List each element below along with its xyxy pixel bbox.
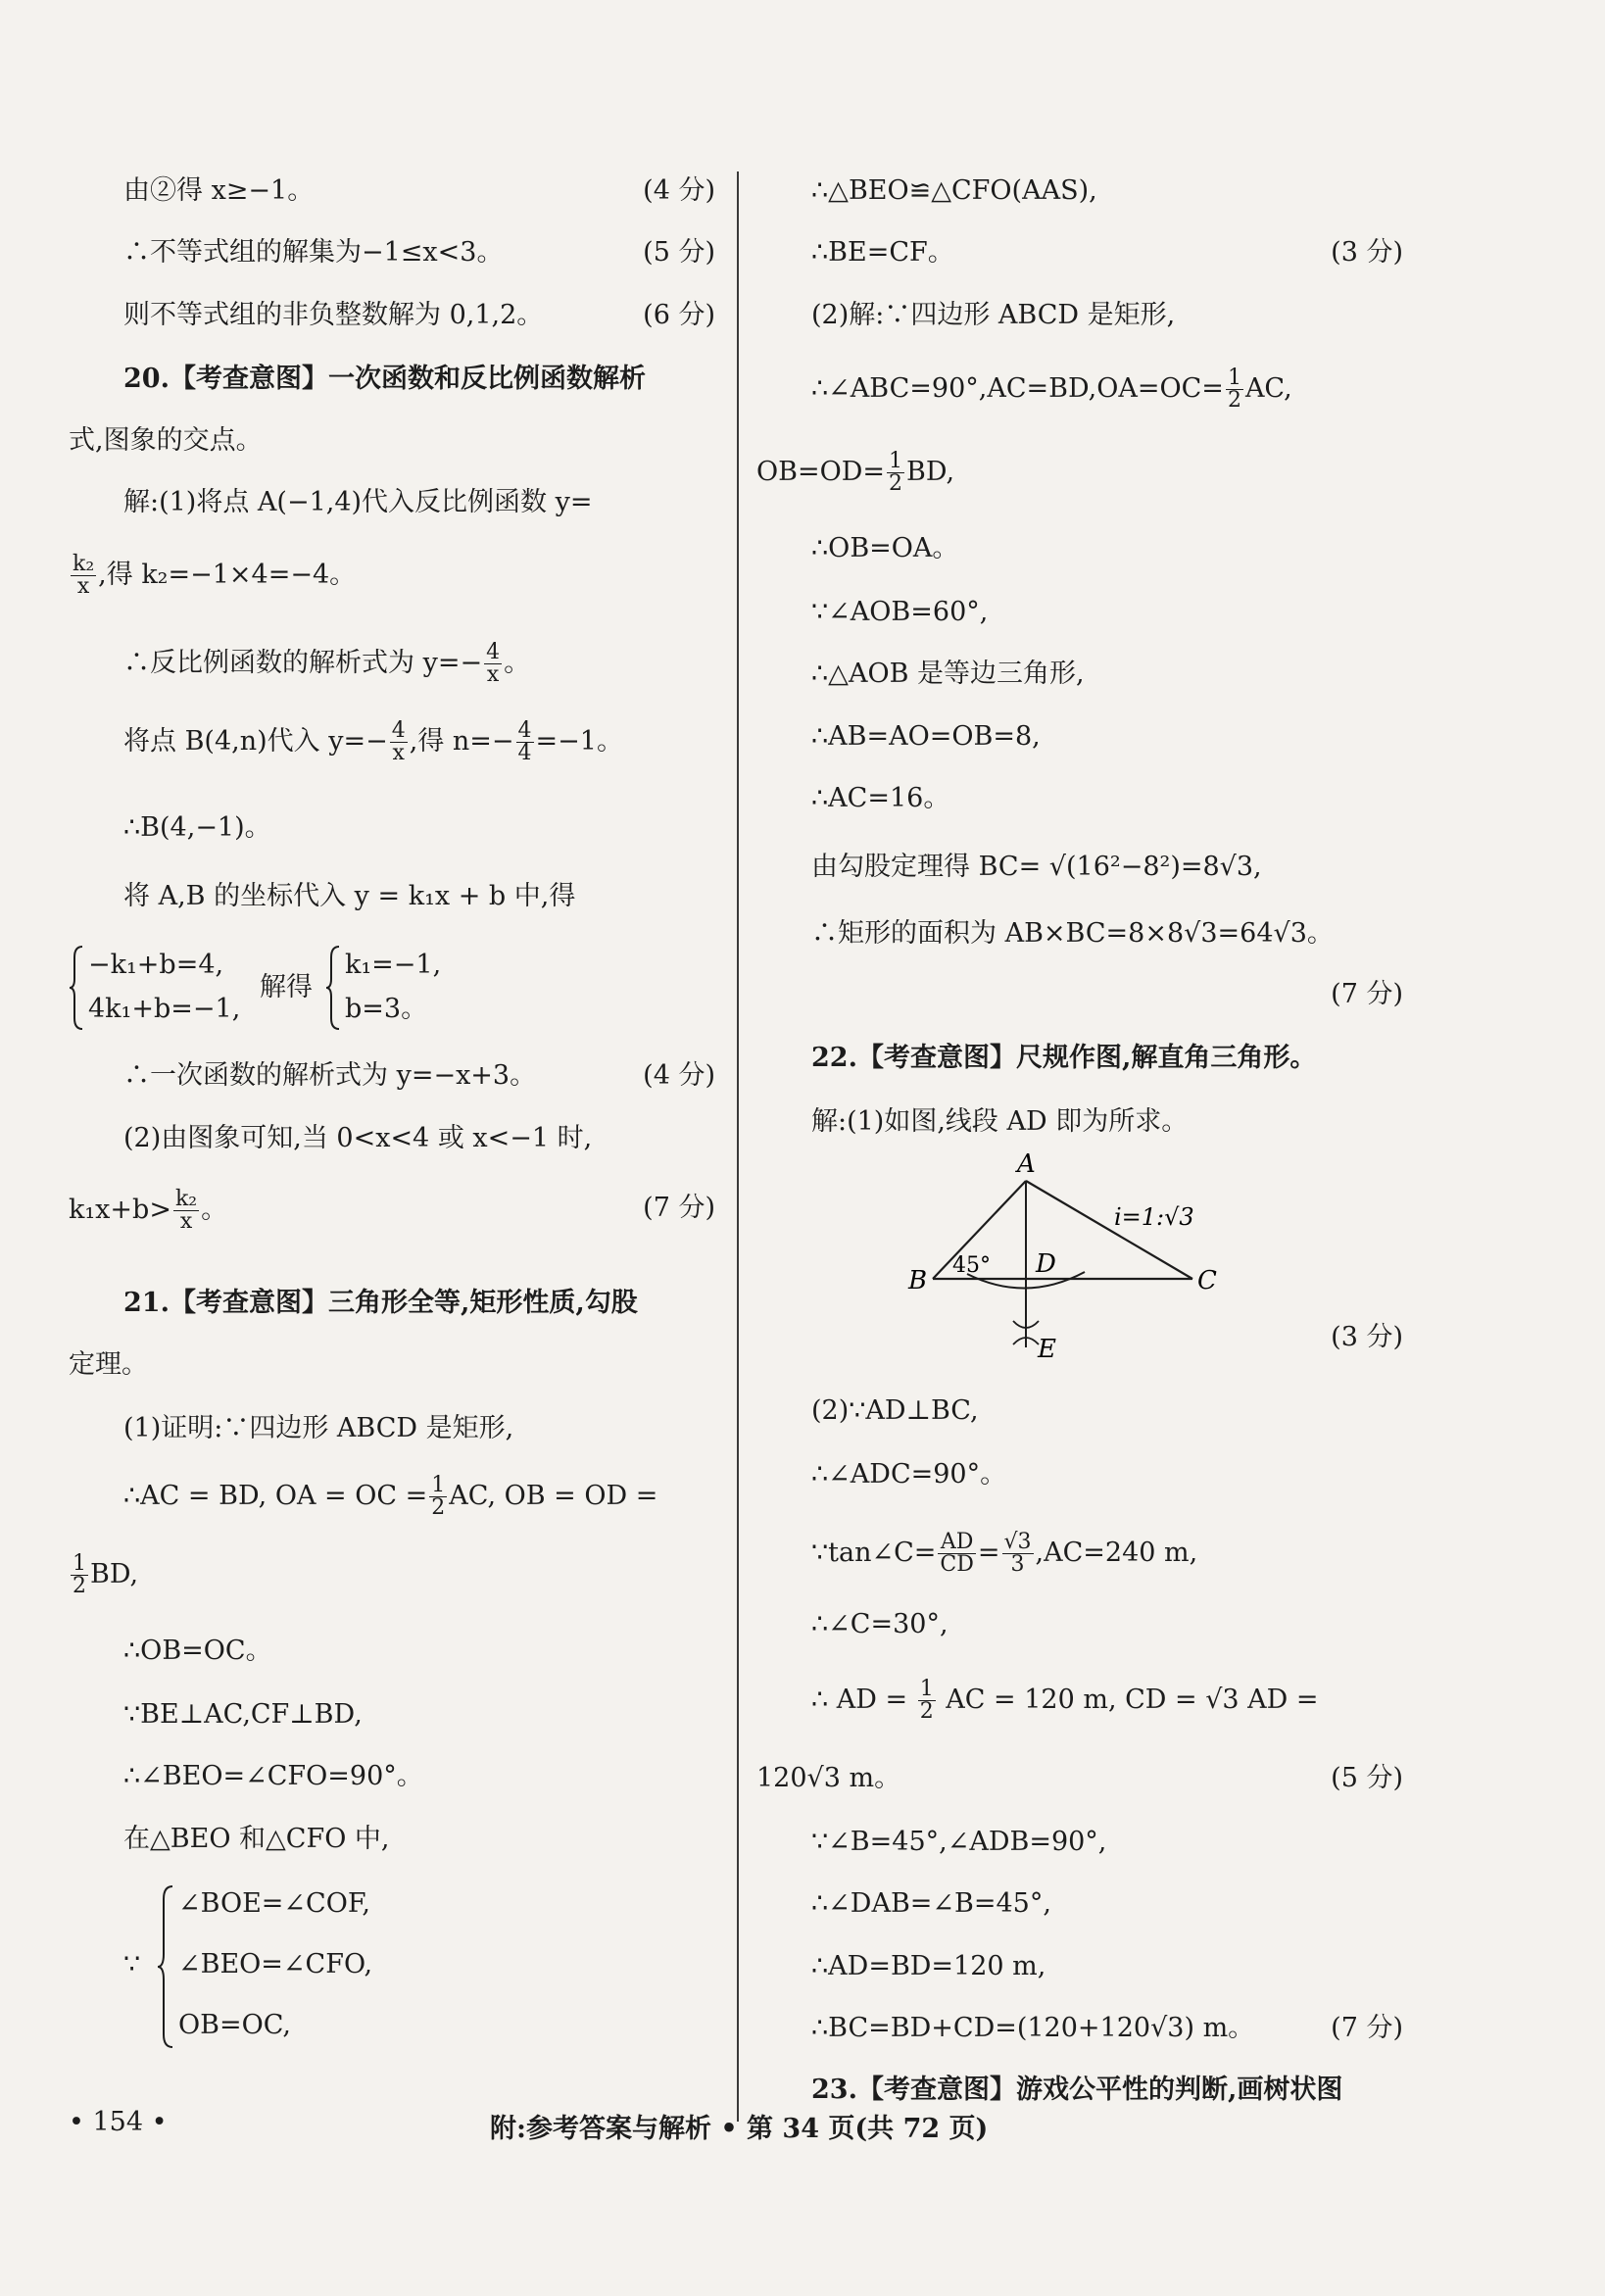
text-line: ∵∠AOB=60°,: [811, 597, 989, 627]
text-line: (1)证明:∵四边形 ABCD 是矩形,: [123, 1413, 514, 1443]
text-line: ∴矩形的面积为 AB×BC=8×8√3=64√3。: [811, 918, 1334, 949]
text-line: ∴ AD = $\frac{1}{2}$ AC = 120 m, CD = √3 AD =: [811, 1677, 1319, 1724]
point-label-c: C: [1197, 1266, 1217, 1295]
text-line: (2)∵AD⊥BC,: [811, 1395, 979, 1426]
text-line: ∵tan∠C= $\frac{AD}{CD}$ = $\frac{√3}{3}$ ,AC=240 m,: [811, 1530, 1198, 1577]
text-line: ∴∠C=30°,: [811, 1609, 948, 1639]
text-line: 解得: [260, 972, 313, 1002]
point-label-a: A: [1017, 1149, 1036, 1179]
equation: −k₁+b=4,: [88, 950, 224, 980]
text-line: ∴AB=AO=OB=8,: [811, 721, 1041, 752]
text-line: (2)由图象可知,当 0<x<4 或 x<−1 时,: [123, 1123, 593, 1153]
text-line: 将点 B(4,n)代入 y=− $\frac{4}{x}$ ,得 n=− $\frac{4}{4}$ =−1。: [123, 718, 623, 765]
fraction: $\frac{1}{2}$: [919, 1677, 934, 1724]
text-line: 解:(1)如图,线段 AD 即为所求。: [811, 1106, 1189, 1137]
point-label-e: E: [1038, 1335, 1056, 1364]
point-label-d: D: [1036, 1249, 1056, 1279]
text-line: 将 A,B 的坐标代入 y = k₁x + b 中,得: [123, 881, 576, 911]
text-line: ∴△BEO≌△CFO(AAS),: [811, 175, 1097, 206]
score: (7 分): [1331, 2013, 1403, 2043]
equation: 4k₁+b=−1,: [88, 994, 241, 1024]
question-21-heading: 21.【考查意图】三角形全等,矩形性质,勾股: [123, 1288, 638, 1318]
page-number: • 154 •: [69, 2107, 168, 2137]
question-23-heading: 23.【考查意图】游戏公平性的判断,画树状图: [811, 2075, 1343, 2105]
text-line: 则不等式组的非负整数解为 0,1,2。 (6 分): [69, 296, 715, 335]
score: (6 分): [643, 300, 715, 330]
score: (4 分): [643, 175, 715, 206]
left-brace: [157, 1883, 174, 2050]
fraction: $\frac{1}{2}$: [1227, 366, 1241, 413]
question-20-heading: 20.【考查意图】一次函数和反比例函数解析: [123, 364, 646, 394]
fraction: $\frac{AD}{CD}$: [940, 1530, 974, 1577]
text-line: ∵BE⊥AC,CF⊥BD,: [123, 1699, 363, 1730]
score: (5 分): [1331, 1763, 1403, 1793]
angle-label: 45°: [952, 1253, 991, 1278]
left-brace: [69, 944, 84, 1032]
score: (7 分): [643, 1193, 715, 1223]
text-line: ∴B(4,−1)。: [123, 812, 271, 843]
text-line: 式,图象的交点。: [69, 425, 263, 456]
text-line: ∴∠ABC=90°,AC=BD,OA=OC= $\frac{1}{2}$ AC,: [811, 366, 1292, 413]
text-line: 120√3 m。 (5 分): [756, 1759, 1403, 1798]
column-divider: [737, 171, 739, 2122]
text-line: ∴∠DAB=∠B=45°,: [811, 1888, 1051, 1919]
text-line: ∴△AOB 是等边三角形,: [811, 659, 1085, 689]
equation: b=3。: [345, 994, 428, 1024]
text-line: ∴BE=CF。 (3 分): [756, 233, 1403, 272]
footer-title: 附:参考答案与解析 • 第 34 页(共 72 页): [490, 2114, 989, 2144]
score: (3 分): [1331, 237, 1403, 268]
text-line: 解:(1)将点 A(−1,4)代入反比例函数 y=: [123, 487, 593, 517]
equation: ∠BEO=∠CFO,: [178, 1949, 373, 1979]
point-label-b: B: [908, 1266, 928, 1295]
fraction: $\frac{4}{x}$: [391, 718, 406, 765]
score: (7 分): [1331, 979, 1403, 1009]
fraction: $\frac{1}{2}$: [889, 449, 903, 496]
text-line: 由②得 x≥−1。 (4 分): [69, 171, 715, 211]
text-line: ∴AC = BD, OA = OC = $\frac{1}{2}$ AC, OB = OD =: [123, 1473, 658, 1520]
text-line: ∴∠ADC=90°。: [811, 1459, 1007, 1490]
triangle-figure: [903, 1147, 1217, 1367]
fraction: $\frac{√3}{3}$: [1003, 1530, 1032, 1577]
text-line: ∴AD=BD=120 m,: [811, 1951, 1046, 1981]
text-line: ∴∠BEO=∠CFO=90°。: [123, 1761, 423, 1791]
text-line: 定理。: [69, 1349, 148, 1380]
text-line: ∴反比例函数的解析式为 y=− $\frac{4}{x}$ 。: [123, 640, 531, 687]
question-22-heading: 22.【考查意图】尺规作图,解直角三角形。: [811, 1043, 1317, 1073]
text-line: ∴BC=BD+CD=(120+120√3) m。 (7 分): [756, 2009, 1403, 2048]
score: (5 分): [643, 237, 715, 268]
text-line: $\frac{\text{k₂}}{x}$ ,得 k₂=−1×4=−4。: [73, 552, 357, 599]
text-line: k₁x+b> $\frac{\text{k₂}}{x}$ 。 (7 分): [69, 1187, 715, 1234]
fraction: $\frac{1}{2}$: [431, 1473, 446, 1520]
text-line: OB=OD= $\frac{1}{2}$ BD,: [756, 449, 955, 496]
equation: ∠BOE=∠COF,: [178, 1888, 370, 1919]
left-brace: [325, 944, 341, 1032]
text-line: ∴一次函数的解析式为 y=−x+3。 (4 分): [69, 1056, 715, 1096]
fraction: $\frac{1}{2}$: [73, 1551, 86, 1598]
text-line: 由勾股定理得 BC= √(16²−8²)=8√3,: [811, 852, 1262, 882]
fraction: $\frac{4}{4}$: [517, 718, 532, 765]
fraction: $\frac{\text{k₂}}{x}$: [73, 552, 95, 599]
slope-label: i=1:√3: [1114, 1203, 1194, 1231]
score: (3 分): [1331, 1322, 1403, 1352]
equation: OB=OC,: [178, 2010, 292, 2040]
equation: k₁=−1,: [345, 950, 442, 980]
text-line: 在△BEO 和△CFO 中,: [123, 1824, 390, 1854]
text-line: ∴OB=OA。: [811, 533, 959, 563]
because-symbol: ∵: [123, 1949, 141, 1979]
score: (4 分): [643, 1060, 715, 1091]
fraction: $\frac{\text{k₂}}{x}$: [174, 1187, 198, 1234]
text-line: $\frac{1}{2}$ BD,: [73, 1551, 139, 1598]
text-line: ∴AC=16。: [811, 783, 950, 813]
fraction: $\frac{4}{x}$: [486, 640, 501, 687]
text-line: ∴不等式组的解集为−1≤x<3。 (5 分): [69, 233, 715, 272]
text-line: ∴OB=OC。: [123, 1636, 272, 1666]
text-line: (2)解:∵四边形 ABCD 是矩形,: [811, 300, 1176, 330]
text-line: ∵∠B=45°,∠ADB=90°,: [811, 1827, 1107, 1857]
